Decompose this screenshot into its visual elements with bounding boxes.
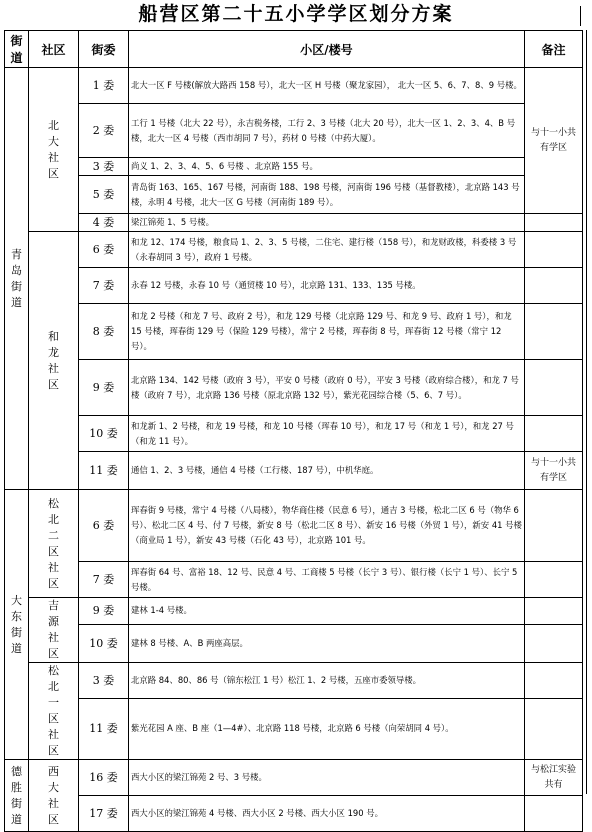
remark-cell-empty: [525, 562, 583, 598]
remark-cell-empty: [525, 416, 583, 452]
table-row: [5, 760, 583, 796]
committee-cell: 11 委: [79, 452, 129, 490]
committee-cell: 16 委: [79, 760, 129, 796]
committee-cell: 6 委: [79, 490, 129, 562]
residence-cell: 紫光花园 A 座、B 座（1—4#）、北京路 118 号楼，北京路 6 号楼（向荣胡同 4 号）。: [129, 698, 525, 759]
remark-cell-empty: [525, 663, 583, 699]
residence-cell: 青岛街 163、165、167 号楼，河南街 188、198 号楼，河南街 196 号楼（基督教楼），北京路 143 号楼，永明 4 号楼，北大一区 G 号楼（河南街 189 号）。: [129, 176, 525, 214]
table-row: [5, 452, 583, 490]
street-cell: 大东街道: [5, 490, 29, 760]
table-row: [5, 360, 583, 416]
table-row: [5, 663, 583, 699]
remark-cell-empty: [525, 214, 583, 232]
residence-cell: 建林 1-4 号楼。: [129, 598, 525, 625]
district-table: [4, 30, 583, 832]
header-community: 社区: [29, 31, 79, 68]
residence-cell: 尚义 1、2、3、4、5、6 号楼 、北京路 155 号。: [129, 158, 525, 176]
residence-cell: 北京路 84、80、86 号（锦东松江 1 号）松江 1、2 号楼，五座市委领导楼。: [129, 663, 525, 699]
table-row: [5, 176, 583, 214]
residence-cell: 和龙 2 号楼（和龙 7 号、政府 2 号），和龙 129 号楼（北京路 129 号、和龙 9 号、政府 1 号），和龙 15 号楼，珲春街 129 号（保险 129 号楼），常宁 2 号楼，珲春街 8 号，珲春街 12 号楼（常宁 12 号）。: [129, 304, 525, 360]
remark-cell-empty: [525, 360, 583, 416]
residence-cell: 建林 8 号楼、A、B 两座高层。: [129, 624, 525, 662]
residence-cell: 西大小区的梁江锦苑 4 号楼、西大小区 2 号楼、西大小区 190 号。: [129, 796, 525, 832]
committee-cell: 7 委: [79, 268, 129, 304]
residence-cell: 工行 1 号楼（北大 22 号），永吉税务楼，工行 2、3 号楼（北大 20 号），北大一区 1、2、3、4、B 号楼，北大一区 4 号楼（西市胡同 7 号），药材 0 号楼（中药大厦）。: [129, 104, 525, 158]
table-row: [5, 416, 583, 452]
community-cell: 松北一区社区: [29, 663, 79, 760]
committee-cell: 11 委: [79, 698, 129, 759]
community-cell: 北大社区: [29, 68, 79, 232]
residence-cell: 西大小区的梁江锦苑 2 号、3 号楼。: [129, 760, 525, 796]
remark-cell-empty: [525, 268, 583, 304]
table-row: [5, 304, 583, 360]
committee-cell: 7 委: [79, 562, 129, 598]
residence-cell: 通信 1、2、3 号楼，通信 4 号楼（工行楼、187 号），中机华庭。: [129, 452, 525, 490]
table-row: [5, 232, 583, 268]
residence-cell: 和龙新 1、2 号楼，和龙 19 号楼，和龙 10 号楼（珲春 10 号），和龙 17 号（和龙 1 号），和龙 27 号（和龙 11 号）。: [129, 416, 525, 452]
committee-cell: 10 委: [79, 624, 129, 662]
header-committee: 街委: [79, 31, 129, 68]
page-edge-mark: [580, 6, 582, 26]
residence-cell: 珲春街 64 号、富裕 18、12 号、民意 4 号、工商楼 5 号楼（长宁 3 号）、银行楼（长宁 1 号）、长宁 5 号楼。: [129, 562, 525, 598]
residence-cell: 梁江锦苑 1、5 号楼。: [129, 214, 525, 232]
committee-cell: 4 委: [79, 214, 129, 232]
community-cell: 吉源社区: [29, 598, 79, 663]
table-row: [5, 598, 583, 625]
community-cell: 和龙社区: [29, 232, 79, 490]
street-cell: 青岛街道: [5, 68, 29, 490]
remark-cell: 与十一小共有学区: [525, 452, 583, 490]
street-cell: 德胜街道: [5, 760, 29, 832]
community-cell: 西大社区: [29, 760, 79, 832]
committee-cell: 10 委: [79, 416, 129, 452]
table-row: [5, 796, 583, 832]
committee-cell: 9 委: [79, 598, 129, 625]
community-cell: 松北二区社区: [29, 490, 79, 598]
remark-cell-empty: [525, 624, 583, 662]
table-header-row: [5, 31, 583, 68]
committee-cell: 3 委: [79, 663, 129, 699]
residence-cell: 北京路 134、142 号楼（政府 3 号），平安 0 号楼（政府 0 号），平安 3 号楼（政府综合楼），和龙 7 号楼（政府 7 号），北京路 136 号楼（原北京路 132 号），紫光花园综合楼（5、6、7 号）。: [129, 360, 525, 416]
committee-cell: 5 委: [79, 176, 129, 214]
header-remarks: 备注: [525, 31, 583, 68]
residence-cell: 和龙 12、174 号楼，粮食局 1、2、3、5 号楼，二住宅、建行楼（158 号），和龙财政楼，科委楼 3 号（永春胡同 3 号），政府 1 号楼。: [129, 232, 525, 268]
table-row: [5, 158, 583, 176]
remark-cell-empty: [525, 232, 583, 268]
table-row: [5, 214, 583, 232]
committee-cell: 9 委: [79, 360, 129, 416]
table-row: [5, 624, 583, 662]
remark-cell: 与松江实验共有: [525, 760, 583, 796]
residence-cell: 北大一区 F 号楼(解放大路西 158 号），北大一区 H 号楼（聚龙家园）， 北大一区 5、6、7、8、9 号楼。: [129, 68, 525, 104]
table-row: [5, 68, 583, 104]
committee-cell: 17 委: [79, 796, 129, 832]
table-row: [5, 562, 583, 598]
committee-cell: 3 委: [79, 158, 129, 176]
residence-cell: 珲春街 9 号楼，常宁 4 号楼（八局楼），物华商住楼（民意 6 号），通吉 3 号楼，松北二区 6 号（物华 6 号）、松北二区 4 号、付 7 号楼，新安 8 号（松北二区 8 号）、新安 16 号楼（外贸 1 号），新安 41 号楼（商业局 1 号），新安 43 号楼（石化 43 号），北京路 101 号。: [129, 490, 525, 562]
committee-cell: 1 委: [79, 68, 129, 104]
table-row: [5, 490, 583, 562]
document-title: 船营区第二十五小学学区划分方案: [138, 3, 454, 25]
table-row: [5, 104, 583, 158]
committee-cell: 2 委: [79, 104, 129, 158]
committee-cell: 8 委: [79, 304, 129, 360]
header-residence: 小区/楼号: [129, 31, 525, 68]
remark-cell-empty: [525, 490, 583, 562]
table-row: [5, 268, 583, 304]
header-street: 街道: [5, 31, 29, 68]
residence-cell: 永春 12 号楼，永春 10 号（通贸楼 10 号），北京路 131、133、135 号楼。: [129, 268, 525, 304]
page-right-border: [586, 30, 588, 794]
remark-cell-empty: [525, 796, 583, 832]
remark-cell-empty: [525, 698, 583, 759]
remark-cell-empty: [525, 598, 583, 625]
remark-cell-empty: [525, 304, 583, 360]
table-row: [5, 698, 583, 759]
remark-cell: 与十一小共有学区: [525, 68, 583, 214]
committee-cell: 6 委: [79, 232, 129, 268]
